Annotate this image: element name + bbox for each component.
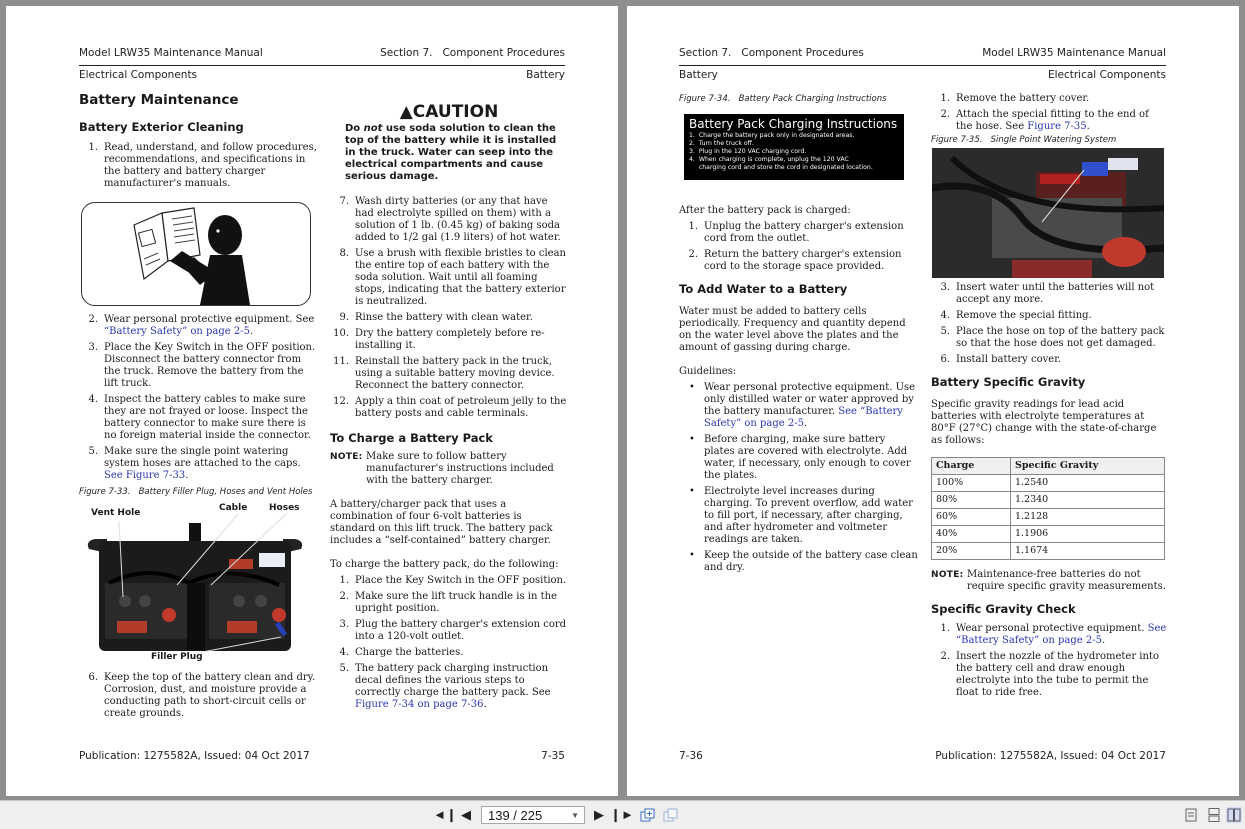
list-item: • Before charging, make sure battery plates are covered with electrolyte. Add water, if necessary, only enough to cover the plates.: [689, 434, 911, 481]
section-heading-add-water: To Add Water to a Battery: [679, 282, 848, 296]
list-item: 2. Return the battery charger's extension cord to the storage space provided.: [688, 249, 902, 272]
table-row: [932, 509, 1165, 526]
battery-filler-plug-figure: [79, 501, 311, 663]
caution-title: ▲CAUTION: [399, 102, 499, 122]
prev-page-button[interactable]: [460, 807, 472, 823]
specific-gravity-cell: 1.1674: [1010, 543, 1164, 560]
table-header-charge: Charge: [932, 458, 1011, 475]
continuous-view-button[interactable]: [1207, 807, 1221, 823]
read-manual-figure: [81, 202, 311, 306]
header-section: Section 7. Component Procedures: [380, 47, 565, 59]
list-item: 3. Place the Key Switch in the OFF position. Disconnect the battery connector from the truck. Remove the battery from the lift truck.: [88, 342, 316, 389]
cable-label: Cable: [219, 503, 248, 513]
page-number-select[interactable]: [481, 806, 585, 824]
first-page-icon: ◄❙: [433, 807, 457, 822]
list-item: 3. Plug the battery charger's extension cord into a 120-volt outlet.: [339, 619, 567, 642]
left-page: [6, 6, 618, 796]
list-item: 2. Wear personal protective equipment. See “Battery Safety” on page 2-5.: [88, 314, 315, 337]
list-item: 5. Make sure the single point watering system hoses are attached to the caps. See Figure 7-33.: [88, 446, 301, 481]
left-column: [79, 121, 319, 724]
figure-7-35-caption: Figure 7-35. Single Point Watering System: [931, 135, 1117, 145]
continuous-view-icon: [1208, 808, 1220, 822]
list-item: 1. Read, understand, and follow procedures, recommendations, and specifications in the battery and battery charger manufacturer's manuals.: [88, 142, 317, 189]
viewer-toolbar: [0, 800, 1245, 829]
right-page: [627, 6, 1239, 796]
section-heading-charge-pack: To Charge a Battery Pack: [330, 431, 493, 445]
battery-pack-photo: [79, 513, 311, 663]
list-item: 2. Insert the nozzle of the hydrometer into the battery cell and draw enough electrolyte into the tube to permit the float to ride free.: [940, 651, 1159, 698]
right-column: [931, 93, 1167, 703]
last-page-icon: ❙►: [610, 807, 634, 822]
chevron-down-icon: ▼: [571, 810, 579, 820]
battery-safety-link[interactable]: See “Battery Safety” on page 2-5: [704, 406, 903, 429]
list-item: • Electrolyte level increases during charging. To prevent overflow, add water to fill port, if necessary, after charging, and after hydrometer and voltmeter readings are taken.: [689, 486, 913, 545]
note-block: NOTE: Make sure to follow battery manufacturer's instructions included with the battery charger.: [330, 451, 554, 486]
list-item: 7. Wash dirty batteries (or any that have had electrolyte spilled on them) with a solution of 1 lb. (0.45 kg) of baking soda added to 1/2 gal (1.9 liters) of hot water.: [339, 196, 561, 243]
specific-gravity-cell: 1.2128: [1010, 509, 1164, 526]
list-item: 11. Reinstall the battery pack in the truck, using a suitable battery moving device. Reconnect the battery connector.: [333, 356, 555, 391]
right-column: [330, 102, 568, 715]
two-page-view-button[interactable]: [1226, 807, 1242, 823]
charge-cell: 80%: [932, 492, 1011, 509]
caution-text: Do not use soda solution to clean the top of the battery while it is installed in the truck. Water can seep into the electrical compartments and cause serious damage.: [345, 123, 557, 182]
list-item: 5. The battery pack charging instruction decal defines the various steps to correctly charge the battery pack. See Figure 7-34 on page 7-36.: [339, 663, 551, 710]
specific-gravity-paragraph: Specific gravity readings for lead acid batteries with electrolyte temperatures at 80°F (27°C) change with the state-of-charge as follows:: [931, 399, 1157, 446]
person-reading-manual-icon: [82, 203, 310, 305]
page-title: Battery Maintenance: [79, 92, 239, 108]
specific-gravity-cell: 1.2340: [1010, 492, 1164, 509]
charge-cell: 40%: [932, 526, 1011, 543]
list-item: 2. Attach the special fitting to the end of the hose. See Figure 7-35.: [940, 109, 1149, 132]
list-item: 3. Insert water until the batteries will not accept any more.: [940, 282, 1155, 305]
table-row: [932, 543, 1165, 560]
warning-triangle-icon: ▲: [399, 102, 413, 122]
note-block: NOTE: Maintenance-free batteries do not require specific gravity measurements.: [931, 569, 1166, 592]
cleaning-steps-continued: [330, 196, 568, 420]
add-water-paragraph: Water must be added to battery cells periodically. Frequency and quantity depend on the water level above the plates and the amount of gassing during charge.: [679, 306, 906, 353]
table-header-specific-gravity: Specific Gravity: [1010, 458, 1164, 475]
table-row: [932, 475, 1165, 492]
list-item: 1. Place the Key Switch in the OFF position.: [339, 575, 567, 586]
table-row: [932, 526, 1165, 543]
figure-7-33-link[interactable]: See Figure 7-33: [104, 470, 186, 481]
decal-title: Battery Pack Charging Instructions: [689, 117, 898, 131]
charge-cell: 20%: [932, 543, 1011, 560]
decal-line: 1. Charge the battery pack only in designated areas.: [689, 132, 855, 139]
specific-gravity-cell: 1.2540: [1010, 475, 1164, 492]
header-manual-title: Model LRW35 Maintenance Manual: [982, 47, 1166, 59]
list-item: • Wear personal protective equipment. Use only distilled water or water approved by the battery manufacturer. See “Battery Safety” on page 2-5.: [689, 382, 916, 429]
table-row: [932, 492, 1165, 509]
two-page-view-icon: [1227, 808, 1241, 822]
section-heading-specific-gravity: Battery Specific Gravity: [931, 375, 1086, 389]
section-heading-gravity-check: Specific Gravity Check: [931, 602, 1076, 616]
remove-page-button[interactable]: [662, 807, 678, 823]
charge-cell: 100%: [932, 475, 1011, 492]
decal-line: charging cord and store the cord in designated location.: [689, 164, 873, 171]
first-page-button[interactable]: [433, 807, 457, 823]
add-page-icon: [640, 808, 655, 823]
left-column: [679, 93, 919, 578]
list-item: 6. Install battery cover.: [940, 354, 1062, 365]
figure-7-34-link[interactable]: Figure 7-34 on page 7-36: [355, 699, 484, 710]
list-item: 10. Dry the battery completely before re-installing it.: [333, 328, 545, 351]
header-subsection: Electrical Components: [79, 69, 198, 81]
specific-gravity-table: [931, 457, 1165, 560]
charging-instructions-decal: [684, 114, 904, 180]
header-section: Section 7. Component Procedures: [679, 47, 864, 59]
header-topic: Battery: [679, 69, 718, 81]
header-topic: Battery: [526, 69, 565, 81]
list-item: 1. Remove the battery cover.: [940, 93, 1090, 104]
guidelines-label: Guidelines:: [679, 366, 737, 377]
list-item: 4. Inspect the battery cables to make sure they are not frayed or loose. Inspect the battery connector to make sure there is no foreign material inside the connector.: [88, 394, 311, 441]
header-rule: [79, 65, 565, 66]
header-manual-title: Model LRW35 Maintenance Manual: [79, 47, 263, 59]
list-item: 12. Apply a thin coat of petroleum jelly to the battery posts and cable terminals.: [333, 396, 567, 419]
specific-gravity-cell: 1.1906: [1010, 526, 1164, 543]
list-item: 4. Charge the batteries.: [339, 647, 464, 658]
next-page-button[interactable]: [593, 807, 605, 823]
page-number-value: 139 / 225: [488, 807, 543, 823]
list-item: 2. Make sure the lift truck handle is in the upright position.: [339, 591, 557, 614]
decal-line: 4. When charging is complete, unplug the 120 VAC: [689, 156, 849, 163]
list-item: 1. Unplug the battery charger's extension cord from the outlet.: [688, 221, 904, 244]
footer-publication: Publication: 1275582A, Issued: 04 Oct 2017: [935, 750, 1166, 762]
footer-page-number: 7-36: [679, 750, 703, 762]
remove-page-icon: [663, 808, 678, 823]
footer-page-number: 7-35: [541, 750, 565, 762]
figure-7-33-caption: Figure 7-33. Battery Filler Plug, Hoses and Vent Holes: [79, 487, 313, 497]
hoses-label: Hoses: [269, 503, 300, 513]
figure-7-34-caption: Figure 7-34. Battery Pack Charging Instructions: [679, 94, 887, 104]
single-point-watering-photo: [932, 148, 1164, 278]
battery-safety-link[interactable]: See “Battery Safety” on page 2-5: [956, 623, 1167, 646]
list-item: 4. Remove the special fitting.: [940, 310, 1092, 321]
list-item: 8. Use a brush with flexible bristles to clean the entire top of each battery with the soda solution. Wait until all foaming stops, indicating that the battery exterior is neutralized.: [339, 248, 566, 307]
charge-intro-paragraph: A battery/charger pack that uses a combination of four 6-volt batteries is standard on this lift truck. The battery pack includes a “self-contained” battery charger.: [330, 499, 553, 546]
battery-safety-link[interactable]: “Battery Safety” on page 2-5: [104, 326, 250, 337]
next-page-icon: ▶: [594, 807, 604, 822]
single-page-view-icon: [1185, 808, 1197, 822]
header-rule: [679, 65, 1166, 66]
header-subsection: Electrical Components: [1047, 69, 1166, 81]
list-item: • Keep the outside of the battery case clean and dry.: [689, 550, 918, 573]
section-heading-exterior-cleaning: Battery Exterior Cleaning: [79, 120, 244, 134]
decal-line: 2. Turn the truck off.: [689, 140, 754, 147]
last-page-button[interactable]: [610, 807, 634, 823]
list-item: 9. Rinse the battery with clean water.: [339, 312, 533, 323]
add-page-button[interactable]: [639, 807, 655, 823]
single-page-view-button[interactable]: [1184, 807, 1198, 823]
footer-publication: Publication: 1275582A, Issued: 04 Oct 2017: [79, 750, 310, 762]
filler-plug-label: Filler Plug: [151, 652, 203, 662]
vent-hole-label: Vent Hole: [91, 508, 141, 518]
decal-line: 3. Plug in the 120 VAC charging cord.: [689, 148, 807, 155]
list-item: 6. Keep the top of the battery clean and dry. Corrosion, dust, and moisture provide a conducting path to short-circuit cells or create grounds.: [88, 672, 316, 719]
prev-page-icon: ◀: [461, 807, 471, 822]
figure-7-35-link[interactable]: Figure 7-35: [1027, 121, 1087, 132]
caution-box: [330, 102, 568, 122]
charge-steps-intro: To charge the battery pack, do the following:: [330, 559, 559, 570]
charge-cell: 60%: [932, 509, 1011, 526]
after-charged-intro: After the battery pack is charged:: [679, 205, 851, 216]
list-item: 5. Place the hose on top of the battery pack so that the hose does not get damaged.: [940, 326, 1165, 349]
list-item: 1. Wear personal protective equipment. See “Battery Safety” on page 2-5.: [940, 623, 1167, 646]
